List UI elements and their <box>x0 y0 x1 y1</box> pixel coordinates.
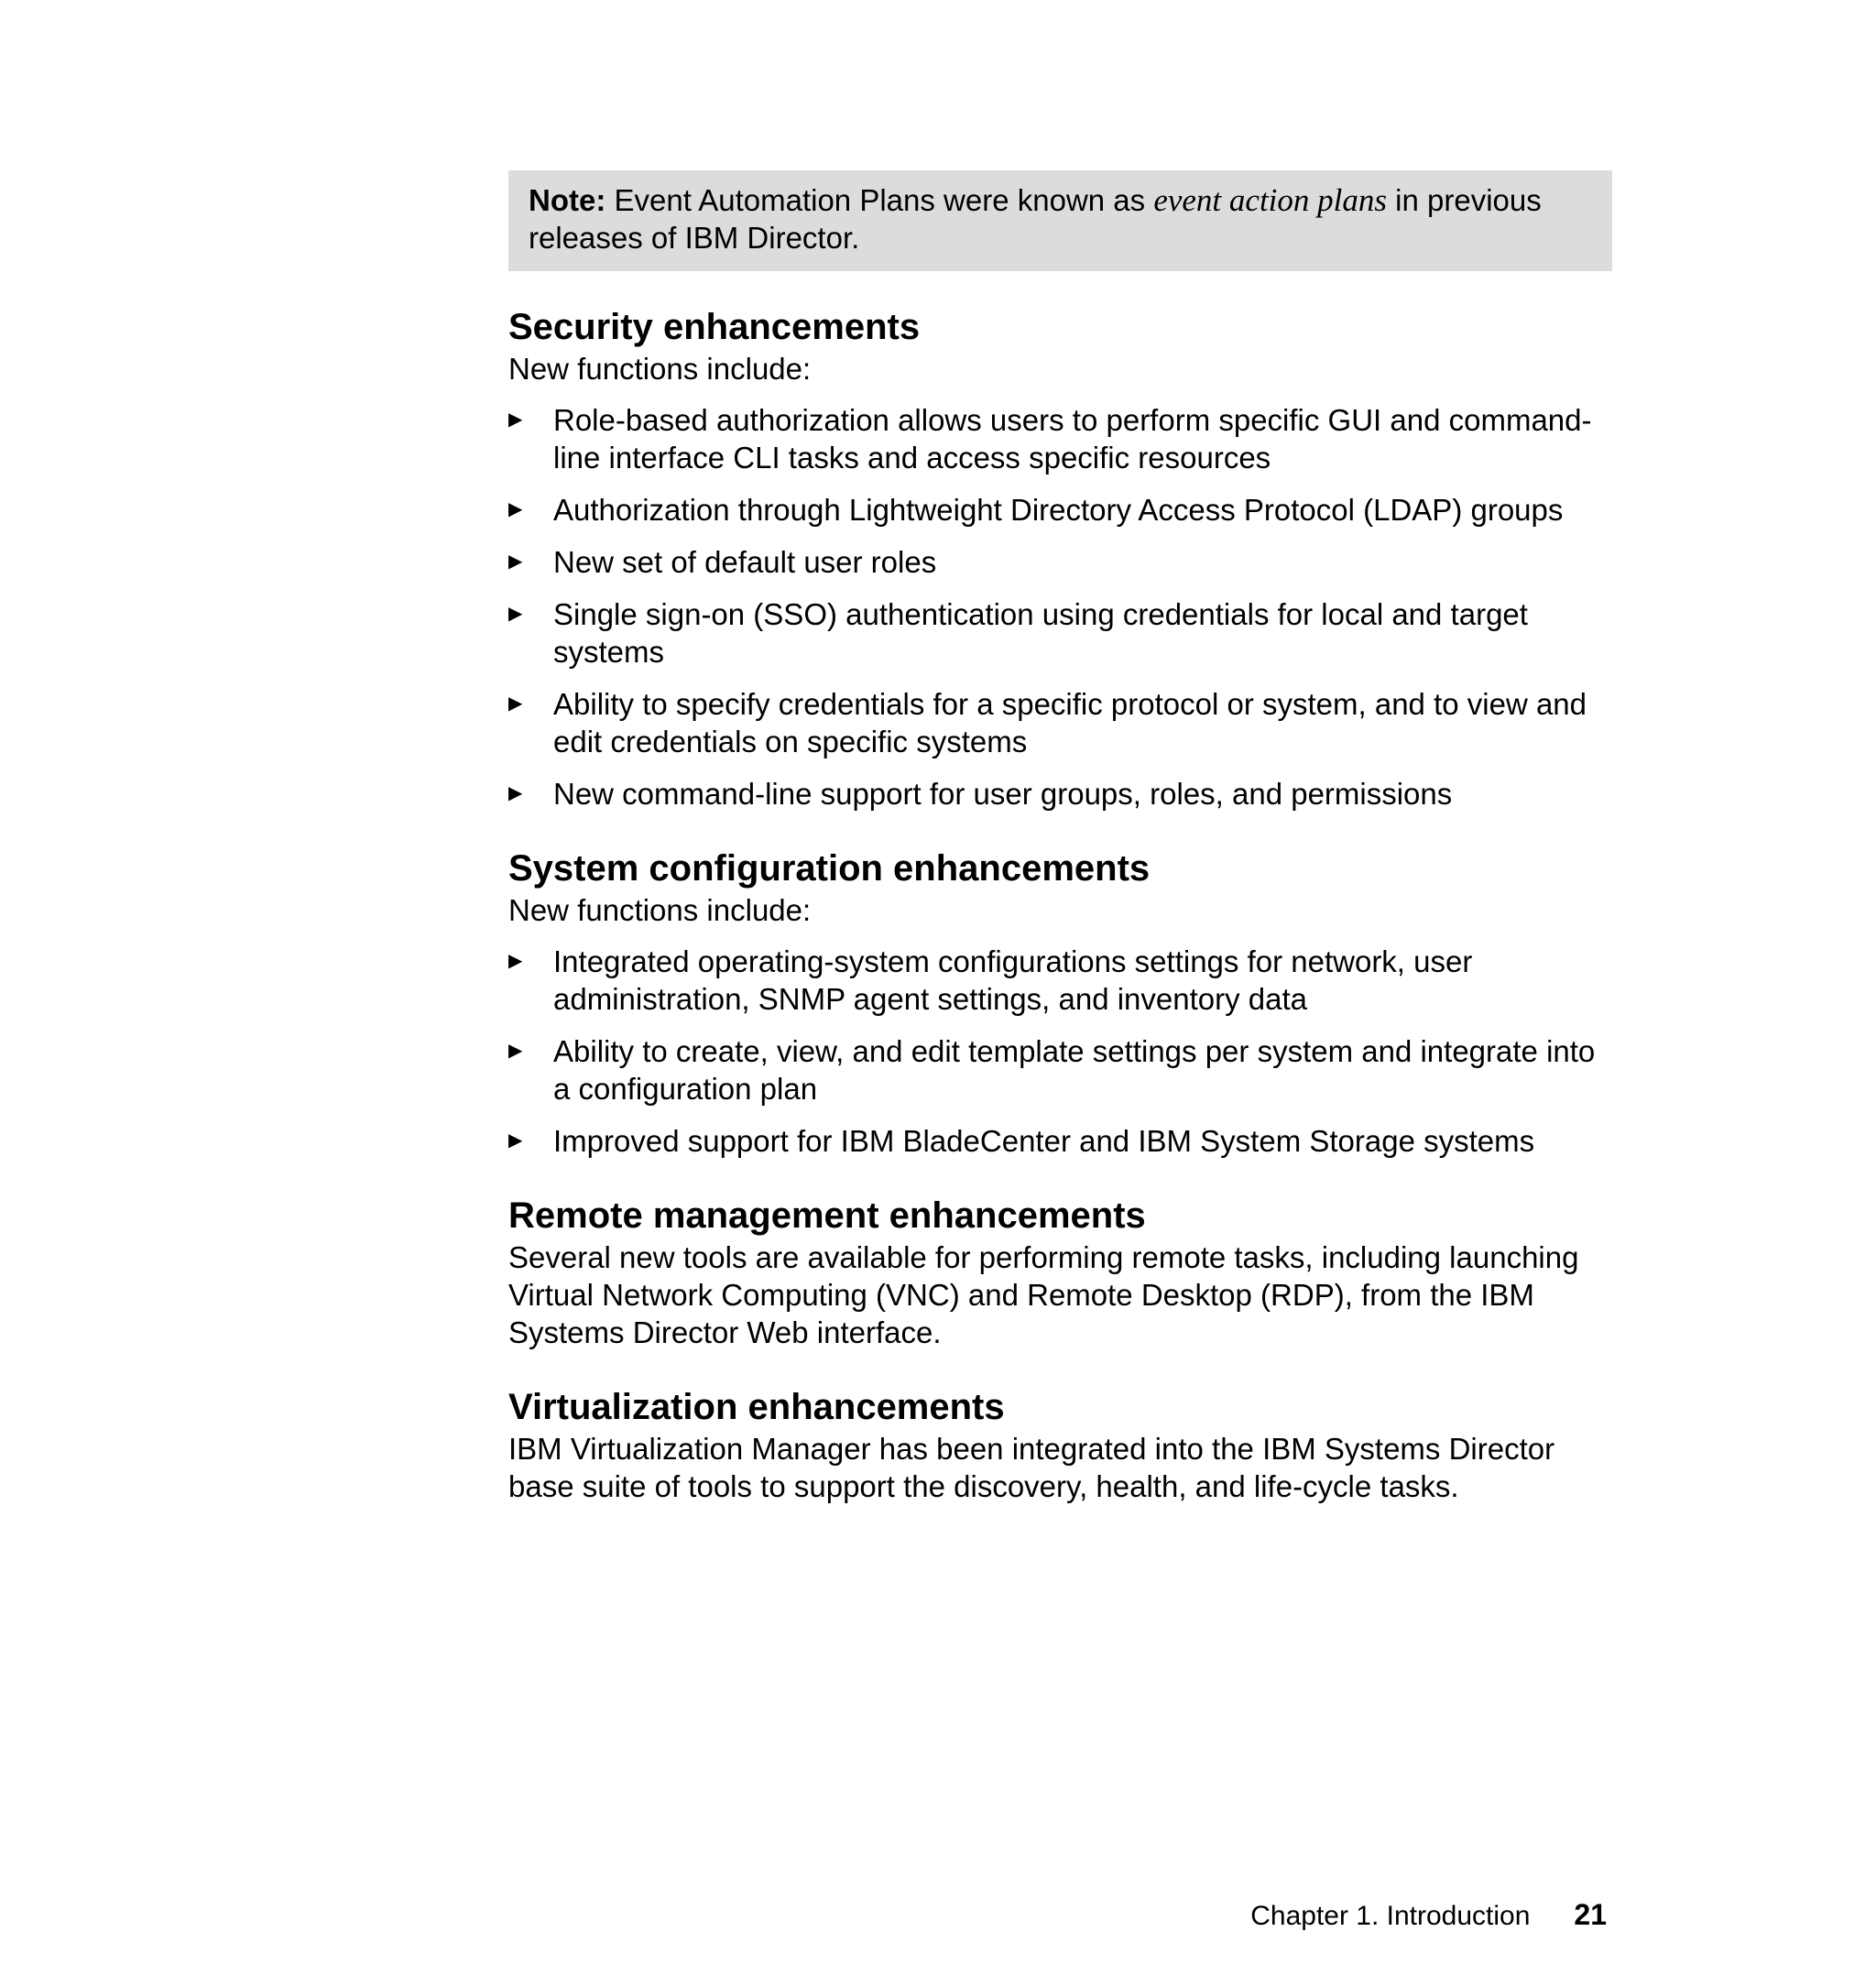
page-number: 21 <box>1574 1898 1607 1931</box>
footer-chapter-title: Chapter 1. Introduction <box>1250 1901 1531 1931</box>
bullet-arrow-icon: ▶ <box>508 1130 523 1151</box>
bullet-text: Ability to create, view, and edit template settings per system and integrate into a configuration plan <box>553 1034 1596 1106</box>
bullet-arrow-icon: ▶ <box>508 951 523 971</box>
section-intro: New functions include: <box>508 893 812 927</box>
bullet-text: New command-line support for user groups, roles, and permissions <box>553 777 1453 811</box>
bullet-text: Authorization through Lightweight Directory Access Protocol (LDAP) groups <box>553 493 1564 527</box>
note-text-after: in previous releases of IBM Director. <box>529 183 1542 255</box>
bullet-text: Ability to specify credentials for a specific protocol or system, and to view and edit credentials on specific systems <box>553 687 1587 758</box>
bullet-list <box>508 401 1612 813</box>
section-security <box>508 306 1612 813</box>
bullet-item <box>508 595 1612 671</box>
section-title: Security enhancements <box>508 307 921 347</box>
section-title: Remote management enhancements <box>508 1195 1146 1236</box>
note-emphasis: event action plans <box>1153 182 1387 218</box>
bullet-text: Role-based authorization allows users to perform specific GUI and command-line interface CLI tasks and access specific resources <box>553 403 1592 475</box>
bullet-list <box>508 943 1612 1160</box>
bullet-arrow-icon: ▶ <box>508 1041 523 1061</box>
bullet-arrow-icon: ▶ <box>508 693 523 714</box>
bullet-arrow-icon: ▶ <box>508 499 523 519</box>
note-box <box>508 170 1612 271</box>
section-title: System configuration enhancements <box>508 848 1151 889</box>
bullet-text: New set of default user roles <box>553 545 937 579</box>
section-remote-management <box>508 1195 1612 1351</box>
section-body: IBM Virtualization Manager has been integrated into the IBM Systems Director base suite of tools to support the discovery, health, and life-cycle tasks. <box>508 1432 1555 1503</box>
bullet-text: Single sign-on (SSO) authentication using credentials for local and target systems <box>553 597 1528 669</box>
page-content <box>508 170 1612 1540</box>
bullet-arrow-icon: ▶ <box>508 783 523 803</box>
section-title: Virtualization enhancements <box>508 1387 1005 1427</box>
bullet-arrow-icon: ▶ <box>508 409 523 430</box>
section-intro: New functions include: <box>508 352 812 386</box>
bullet-text: Integrated operating-system configurations settings for network, user administration, SNMP agent settings, and inventory data <box>553 944 1473 1016</box>
page-footer <box>1250 1896 1607 1935</box>
section-body: Several new tools are available for performing remote tasks, including launching Virtual Network Computing (VNC) and Remote Desktop (RDP), from the IBM Systems Director Web interface. <box>508 1240 1579 1349</box>
section-system-configuration <box>508 847 1612 1160</box>
bullet-item <box>508 685 1612 760</box>
bullet-item <box>508 543 1612 581</box>
bullet-item <box>508 1122 1612 1160</box>
bullet-item <box>508 491 1612 529</box>
note-label: Note: <box>529 183 606 217</box>
bullet-arrow-icon: ▶ <box>508 604 523 624</box>
bullet-item <box>508 943 1612 1018</box>
bullet-item <box>508 775 1612 813</box>
section-virtualization <box>508 1386 1612 1505</box>
note-text-before: Event Automation Plans were known as <box>605 183 1154 217</box>
bullet-item <box>508 401 1612 476</box>
bullet-arrow-icon: ▶ <box>508 551 523 572</box>
bullet-text: Improved support for IBM BladeCenter and IBM System Storage systems <box>553 1124 1535 1158</box>
bullet-item <box>508 1032 1612 1108</box>
